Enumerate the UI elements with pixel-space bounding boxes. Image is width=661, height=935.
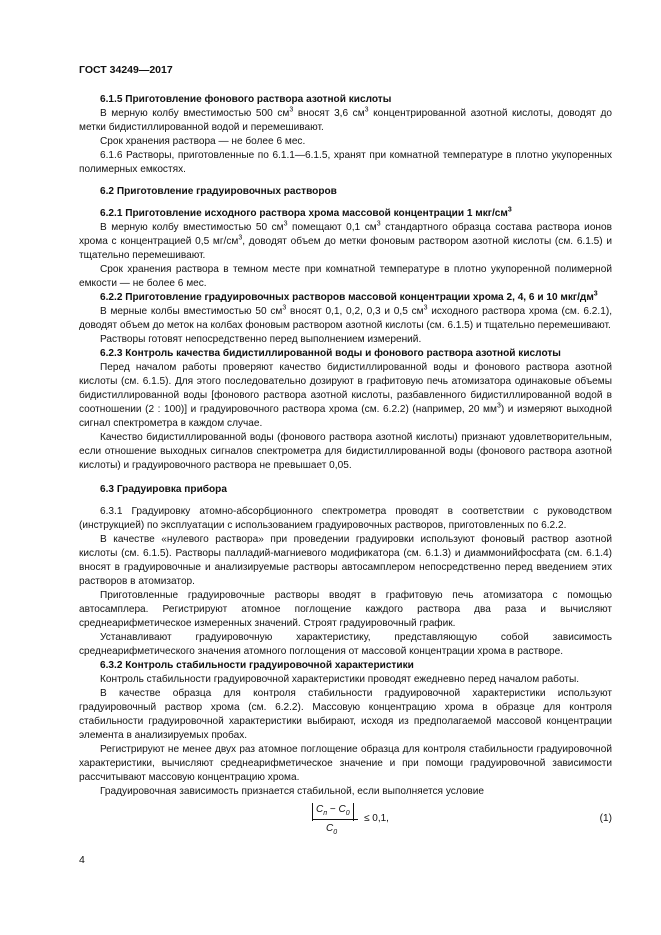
formula-rhs: ≤ 0,1,	[364, 813, 389, 824]
paragraph: Перед началом работы проверяют качество бидистиллированной воды и фонового раствора азотной кислоты (см. 6.1.5). Для этого последовательно дозируют в графитовую печь атомизатора одинаковые объемы бидистиллированной воды [фонового раствора азотной кислоты, разбавленного бидистиллированной водой в соотношении (2 : 100)] и градуировочного раствора хрома (см. 6.2.2) (например, 20 $мм^3$) и измеряют выходной сигнал спектрометра в каждом случае.	[79, 362, 613, 429]
paragraph: В качестве «нулевого раствора» при проведении градуировки используют фоновый раствор азотной кислоты (см. 6.1.5). Растворы палладий-магниевого модификатора (см. 6.1.3) и диаммонийфосфата (см. 6.1.4) вносят в градуировочные и анализируемые растворы автосамплером непосредственно перед введением этих растворов в атомизатор.	[79, 534, 612, 587]
section-6-3-2-title: 6.3.2 Контроль стабильности градуировочной характеристики	[100, 660, 414, 671]
paragraph: 6.1.6 Растворы, приготовленные по 6.1.1—6.1.5, хранят при комнатной температуре в плотно укупоренных полимерных емкостях.	[79, 150, 612, 175]
fraction-bar	[312, 819, 358, 820]
paragraph: Устанавливают градуировочную характеристику, представляющую собой зависимость среднеарифметического значения атомного поглощения от массовой концентрации хрома в растворе.	[79, 632, 612, 657]
paragraph: В мерные колбы вместимостью 50 $см^3$ вносят 0,1, 0,2, 0,3 и 0,5 $см^3$ исходного раствора хрома (см. 6.2.1), доводят объем до меток на колбах фоновым раствором азотной кислоты (см. 6.1.5) и тщательно перемешивают.	[79, 304, 612, 331]
section-6-2-1-title: 6.2.1 Приготовление исходного раствора хрома массовой концентрации 1 мкг/$см^3$	[100, 206, 512, 219]
paragraph: Контроль стабильности градуировочной характеристики проводят ежедневно перед началом работы.	[100, 674, 580, 685]
equation-number: (1)	[599, 813, 612, 824]
paragraph: 6.3.1 Градуировку атомно-абсорбционного спектрометра проводят в соответствии с руководством (инструкцией) по эксплуатации с использованием градуировочных растворов, приготовленных по 6.2.2.	[79, 506, 612, 531]
paragraph: Регистрируют не менее двух раз атомное поглощение образца для контроля стабильности градуировочной характеристики, вычисляют среднеарифметическое значение и при помощи градуировочной зависимости рассчитывают массовую концентрацию хрома.	[79, 744, 612, 783]
paragraph: Растворы готовят непосредственно перед выполнением измерений.	[100, 334, 422, 345]
paragraph: Срок хранения раствора в темном месте при комнатной температуре в плотно укупоренной полимерной емкости — не более 6 мес.	[79, 264, 612, 289]
section-6-2-2-title: 6.2.2 Приготовление градуировочных растворов массовой концентрации хрома 2, 4, 6 и 10 мкг/$дм^3$	[100, 290, 598, 303]
paragraph: Срок хранения раствора — не более 6 мес.	[100, 136, 306, 147]
paragraph: В мерную колбу вместимостью 50 $см^3$ помещают 0,1 $см^3$ стандартного образца состава раствора ионов хрома с концентрацией 0,5 $мг/см^3$, доводят объем до метки фоновым раствором азотной кислоты (см. 6.1.5) и тщательно перемешивают.	[79, 220, 613, 261]
paragraph: В мерную колбу вместимостью 500 $см^3$ вносят 3,6 $см^3$ концентрированной азотной кислоты, доводят до метки бидистиллированной водой и перемешивают.	[79, 106, 612, 133]
paragraph: Качество бидистиллированной воды (фонового раствора азотной кислоты) признают удовлетворительным, если отношение выходных сигналов спектрометра для бидистиллированной воды (фонового раствора азотной кислоты) и градуировочного раствора не превышает 0,05.	[79, 432, 612, 471]
formula-denominator: $C_0$	[326, 823, 338, 836]
section-6-1-5-title: 6.1.5 Приготовление фонового раствора азотной кислоты	[100, 94, 392, 105]
section-6-3-title: 6.3 Градуировка прибора	[100, 484, 227, 495]
paragraph: Приготовленные градуировочные растворы вводят в графитовую печь атомизатора с помощью автосамплера. Регистрируют атомное поглощение каждого раствора два раза и вычисляют среднеарифметическое измеренных значений. Строят градуировочный график.	[79, 590, 612, 629]
formula-numerator: $C_п - C_0$	[312, 803, 354, 821]
section-6-2-title: 6.2 Приготовление градуировочных растворов	[100, 186, 337, 197]
paragraph: В качестве образца для контроля стабильности градуировочной характеристики используют градуировочный раствор хрома (см. 6.2.2). Массовую концентрацию хрома в образце для контроля стабильности градуировочной характеристики выбирают, исходя из предполагаемой массовой концентрации элемента в анализируемых пробах.	[79, 688, 612, 741]
document-code: ГОСТ 34249—2017	[79, 64, 173, 76]
document-body	[79, 93, 612, 843]
section-6-2-3-title: 6.2.3 Контроль качества бидистиллированной воды и фонового раствора азотной кислоты	[100, 348, 561, 359]
paragraph: Градуировочная зависимость признается стабильной, если выполняется условие	[100, 786, 485, 797]
page-number: 4	[79, 854, 85, 866]
formula-1	[79, 803, 612, 843]
